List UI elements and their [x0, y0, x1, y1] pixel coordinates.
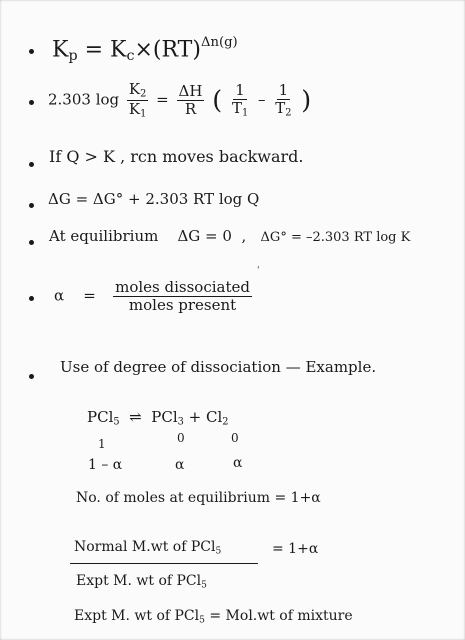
kc-symbol: K [110, 37, 127, 63]
mixture-mass-line: Expt M. wt of PCl$_5$ = Mol.wt of mixture [74, 608, 353, 626]
initial-pcl3: 0 [177, 431, 185, 445]
bullet [29, 296, 34, 301]
dissociation-reaction: PCl$_5$ ⇌ $PCl_3 + Cl_2$ [87, 408, 229, 428]
bullet [29, 49, 34, 54]
bullet [29, 100, 34, 105]
alpha-definition: α = $\frac{\text{moles dissociated}}{\text{moles present}}$ [54, 278, 250, 314]
ratio-numerator: Normal M.wt of PCl$_5$ [74, 539, 222, 557]
equilibrium-pcl5: 1 – α [88, 457, 123, 473]
one-over-t2: $\frac{1}{T_2}$ [275, 81, 292, 119]
k2-over-k1: $\frac{K_2}{K_1}$ [128, 80, 147, 120]
stray-mark: ' [257, 266, 260, 276]
delta-n-exponent: Δn(g) [200, 35, 238, 50]
total-moles-line: No. of moles at equilibrium = 1+α [76, 490, 321, 506]
equilibrium-arrow-icon: ⇌ [129, 408, 142, 426]
vant-hoff-equation: 2.303 log $\frac{K_2}{K_1}$ = $\frac{\Delta H}{R}$ ( $\frac{1}{T_1}$ – $\frac{1}{T_2}$ ) [48, 80, 312, 120]
delta-h-over-r: $\frac{\Delta H}{R}$ [178, 82, 203, 119]
bullet [29, 374, 34, 379]
kp-kc-equation: $K_p = K_c\times(RT)^{\Delta n(g)}$ [52, 35, 238, 65]
bullet [29, 203, 34, 208]
alpha-symbol: α [54, 286, 65, 305]
equilibrium-pcl3: α [175, 457, 185, 473]
ratio-result: = 1+α [272, 541, 319, 557]
q-greater-k-note: If Q > K , rcn moves backward. [49, 147, 304, 166]
alpha-fraction: $\frac{\text{moles dissociated}}{\text{moles present}}$ [115, 278, 250, 314]
fraction-bar [70, 563, 258, 564]
bullet [29, 240, 34, 245]
equilibrium-cl2: α [233, 455, 243, 471]
bullet [29, 162, 34, 167]
one-over-t1: $\frac{1}{T_1}$ [231, 81, 249, 119]
example-heading: Use of degree of dissociation — Example. [60, 358, 377, 376]
kp-symbol: K [52, 37, 69, 63]
equilibrium-condition: At equilibrium ΔG = 0 , ΔG° = –2.303 RT log K [49, 227, 411, 245]
initial-pcl5: 1 [98, 437, 106, 451]
initial-cl2: 0 [231, 431, 239, 445]
ratio-denominator: Expt M. wt of PCl$_5$ [76, 573, 207, 591]
gibbs-equation: ΔG = ΔG° + 2.303 RT log Q [48, 190, 260, 208]
